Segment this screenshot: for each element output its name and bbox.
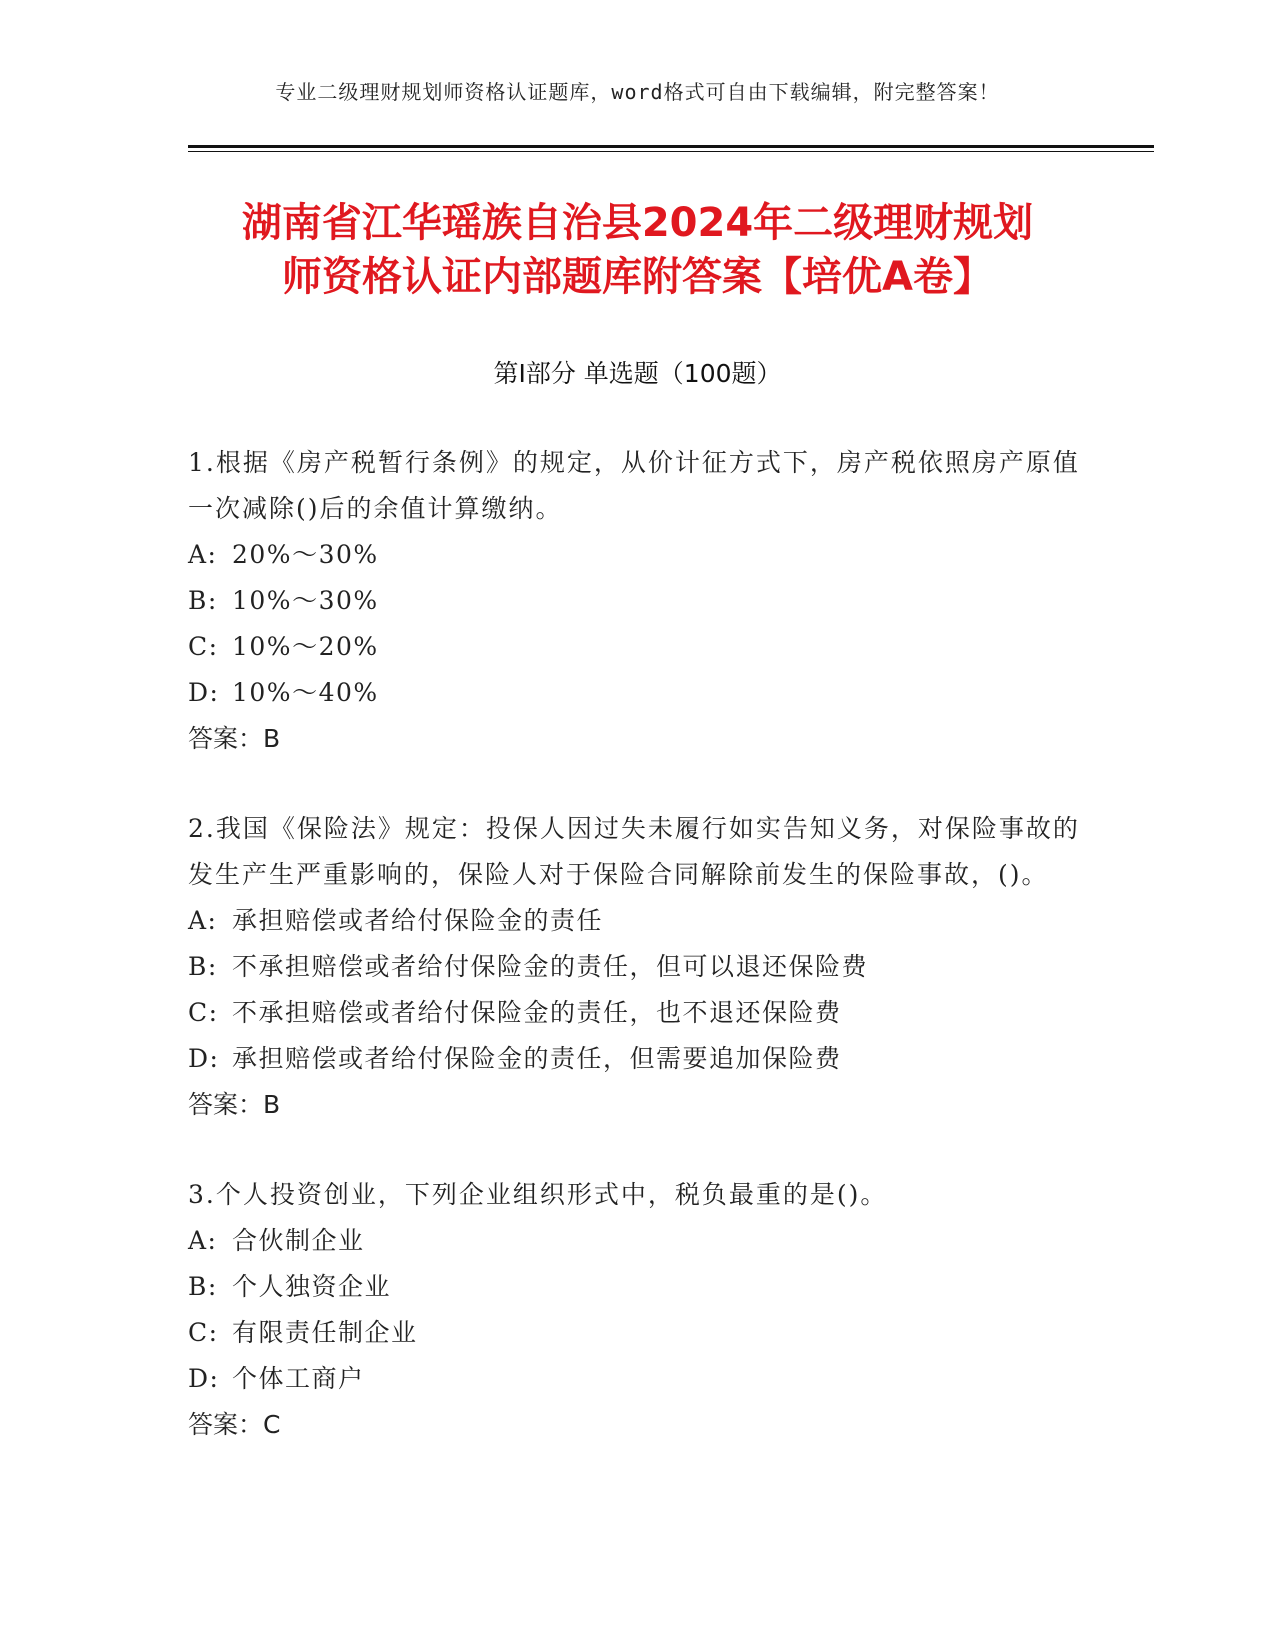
question-answer: 答案：C — [188, 1410, 281, 1439]
option-letter: C: — [188, 998, 219, 1027]
option-text: 不承担赔偿或者给付保险金的责任，也不退还保险费 — [232, 998, 842, 1027]
option-text: 10%～30% — [232, 586, 379, 615]
option-text: 10%～20% — [232, 632, 379, 661]
option-a — [188, 532, 1088, 578]
question-answer: 答案：B — [188, 1090, 281, 1119]
option-b — [188, 578, 1088, 624]
option-letter: B: — [188, 586, 218, 615]
option-text: 不承担赔偿或者给付保险金的责任，但可以退还保险费 — [232, 952, 869, 981]
option-text: 合伙制企业 — [232, 1226, 365, 1255]
option-letter: A: — [188, 540, 218, 569]
option-a — [188, 898, 1088, 944]
option-text: 个人独资企业 — [232, 1272, 392, 1301]
document-title-line-2: 师资格认证内部题库附答案【培优A卷】 — [282, 254, 993, 300]
option-letter: B: — [188, 952, 218, 981]
option-text: 承担赔偿或者给付保险金的责任 — [232, 906, 604, 935]
option-c — [188, 990, 1088, 1036]
option-text: 承担赔偿或者给付保险金的责任，但需要追加保险费 — [232, 1044, 842, 1073]
option-letter: C: — [188, 1318, 219, 1347]
option-letter: A: — [188, 1226, 218, 1255]
section-heading: 第I部分 单选题（100题） — [493, 359, 782, 388]
header-note: 专业二级理财规划师资格认证题库，word格式可自由下载编辑，附完整答案！ — [275, 80, 1000, 104]
option-d — [188, 1036, 1088, 1082]
question-2 — [188, 806, 1088, 1128]
question-spacer — [188, 762, 1088, 806]
option-letter: B: — [188, 1272, 218, 1301]
option-a — [188, 1218, 1088, 1264]
question-1 — [188, 440, 1088, 762]
option-text: 个体工商户 — [232, 1364, 365, 1393]
question-3 — [188, 1172, 1088, 1448]
header-divider-thick — [188, 145, 1154, 148]
option-text: 20%～30% — [232, 540, 379, 569]
question-stem: 3.个人投资创业，下列企业组织形式中，税负最重的是()。 — [188, 1180, 888, 1209]
option-letter: A: — [188, 906, 218, 935]
option-letter: D: — [188, 1044, 220, 1073]
option-letter: D: — [188, 678, 220, 707]
document-title-line-1: 湖南省江华瑶族自治县2024年二级理财规划 — [241, 200, 1034, 246]
option-letter: D: — [188, 1364, 220, 1393]
question-spacer — [188, 1128, 1088, 1172]
option-c — [188, 1310, 1088, 1356]
option-d — [188, 670, 1088, 716]
question-stem: 2.我国《保险法》规定：投保人因过失未履行如实告知义务，对保险事故的发生产生严重影响的，保险人对于保险合同解除前发生的保险事故，()。 — [188, 814, 1080, 889]
option-text: 10%～40% — [232, 678, 379, 707]
header-divider-thin — [188, 151, 1154, 152]
option-text: 有限责任制企业 — [232, 1318, 418, 1347]
question-answer: 答案：B — [188, 724, 281, 753]
question-list — [188, 440, 1088, 1448]
question-stem: 1.根据《房产税暂行条例》的规定，从价计征方式下，房产税依照房产原值一次减除()后的余值计算缴纳。 — [188, 448, 1080, 523]
option-c — [188, 624, 1088, 670]
option-b — [188, 944, 1088, 990]
option-b — [188, 1264, 1088, 1310]
document-title — [150, 196, 1125, 304]
option-letter: C: — [188, 632, 219, 661]
option-d — [188, 1356, 1088, 1402]
